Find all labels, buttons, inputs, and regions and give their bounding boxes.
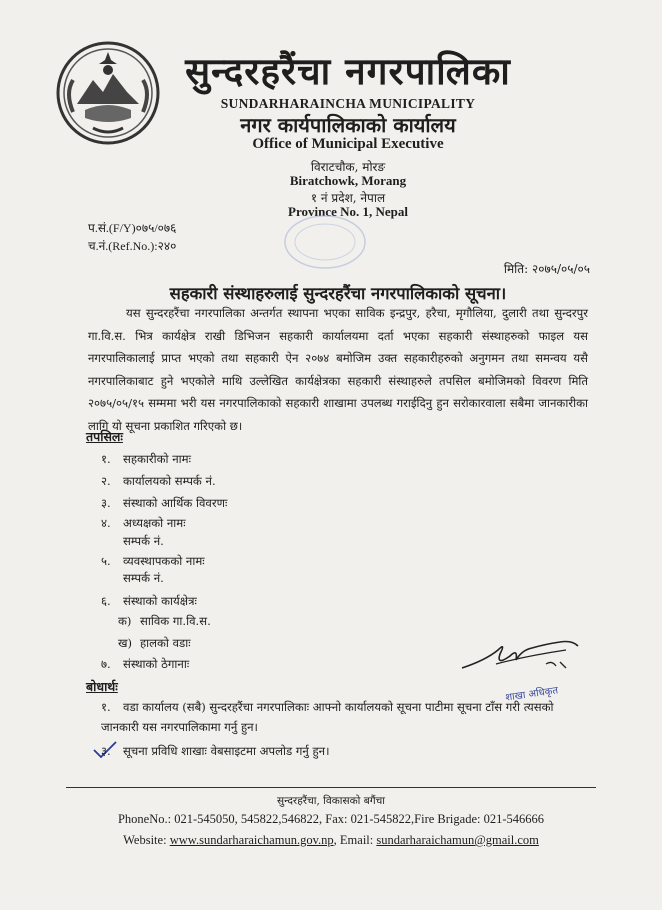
item-text: साविक गा.वि.स. xyxy=(140,614,211,628)
reference-number: च.नं.(Ref.No.):२४० xyxy=(88,239,177,253)
website-link[interactable]: www.sundarharaichamun.gov.np xyxy=(169,833,334,847)
item-number: ४. xyxy=(101,516,111,530)
item-text: संस्थाको आर्थिक विवरणः xyxy=(123,496,228,510)
email-link[interactable]: sundarharaichamun@gmail.com xyxy=(376,833,539,847)
office-stamp-icon xyxy=(280,212,370,272)
list-item xyxy=(101,554,205,569)
footer-slogan: सुन्दरहरैंचा, विकासको बगैंचा xyxy=(277,795,385,807)
item-number: ५. xyxy=(101,554,111,568)
office-name-nepali: नगर कार्यपालिकाको कार्यालय xyxy=(240,113,456,137)
municipality-name-english: SUNDARHARAINCHA MUNICIPALITY xyxy=(220,96,476,111)
footer-divider xyxy=(66,787,596,788)
province-line-nepali: १ नं प्रदेश, नेपाल xyxy=(310,191,386,205)
list-item xyxy=(101,474,216,489)
item-number: क) xyxy=(118,614,132,628)
notice-date: मिति: २०७५/०५/०५ xyxy=(503,262,590,276)
notice-title: सहकारी संस्थाहरुलाई सुन्दरहरैंचा नगरपालिकाको सूचना। xyxy=(169,284,507,303)
item-number: १. xyxy=(101,452,111,466)
item-text: सूचना प्रविधि शाखाः वेबसाइटमा अपलोड गर्नु हुन। xyxy=(123,744,330,758)
item-number: १. xyxy=(101,700,111,714)
item-text: संस्थाको कार्यक्षेत्रः xyxy=(123,594,197,608)
item-number: ३. xyxy=(101,744,111,758)
list-item xyxy=(101,741,581,761)
list-item xyxy=(101,496,227,511)
fiscal-year-ref: प.सं.(F/Y)०७५/०७६ xyxy=(88,221,177,235)
item-number: ३. xyxy=(101,496,111,510)
list-item xyxy=(101,657,189,672)
nepal-emblem-icon xyxy=(55,40,161,146)
list-item xyxy=(101,697,581,737)
item-number: ६. xyxy=(101,594,111,608)
email-label: , Email: xyxy=(333,833,377,847)
item-text: हालको वडाः xyxy=(140,636,191,650)
municipality-name-nepali: सुन्दरहरैंचा नगरपालिका xyxy=(185,49,511,93)
item-number: ख) xyxy=(118,636,133,650)
list-item xyxy=(118,636,191,651)
office-name-english: Office of Municipal Executive xyxy=(252,136,444,152)
list-item xyxy=(101,594,197,609)
footer-contact: PhoneNo.: 021-545050, 545822,546822, Fax: 021-545822,Fire Brigade: 021-546666 xyxy=(117,812,544,826)
bodharth-label: बोधार्थः xyxy=(86,679,118,694)
item-text: सहकारीको नामः xyxy=(123,452,191,466)
item-text: अध्यक्षको नामः xyxy=(123,516,186,530)
website-label: Website: xyxy=(123,833,170,847)
item-number: २. xyxy=(101,474,111,488)
item-text: कार्यालयको सम्पर्क नं. xyxy=(123,474,216,488)
footer-web xyxy=(66,833,596,848)
item-text: व्यवस्थापकको नामः xyxy=(123,554,205,568)
notice-body: यस सुन्दरहरैंचा नगरपालिका अन्तर्गत स्थापना भएका साविक इन्द्रपुर, हरैचा, मृगौलिया, दुलारी तथा सुन्दरपुर गा.वि.स. भित्र कार्यक्षेत्र राखी डिभिजन सहकारी कार्यालयमा दर्ता भएका सहकारी संस्थाहरुको फाइल यस नगरपालिकालाई प्राप्त भएको तथा सहकारी ऐन २०७४ बमोजिम उक्त सहकारीहरुको अनुगमन तथा समन्वय यसै नगरपालिकाबाट हुने भएकोले माथि उल्लेखित कार्यक्षेत्रका सहकारी संस्थाहरुले तपसिल बमोजिमको विवरण मिति २०७५/०५/१५ सम्ममा भरी यस नगरपालिकाको सहकारी शाखामा उपलब्ध गराईदिनु हुन सरोकारवाला सबैमा जानकारीका लागि यो सूचना प्रकाशित गरिएको छ। xyxy=(88,306,588,433)
address-line-english: Biratchowk, Morang xyxy=(289,173,407,188)
province-line-english: Province No. 1, Nepal xyxy=(288,204,408,219)
list-item xyxy=(118,614,211,629)
item-text: वडा कार्यालय (सबै) सुन्दरहरैंचा नगरपालिकाः आफ्नो कार्यालयको सूचना पाटीमा सूचना टाँस गरी त्यसको जानकारी यस नगरपालिकामा गर्नु हुन। xyxy=(101,700,554,734)
list-item xyxy=(101,516,186,531)
list-item xyxy=(101,452,191,467)
details-label: तपसिलः xyxy=(86,429,123,444)
item-number: ७. xyxy=(101,657,111,671)
item-subline: सम्पर्क नं. xyxy=(123,571,164,585)
item-subline: सम्पर्क नं. xyxy=(123,534,164,548)
item-text: संस्थाको ठेगानाः xyxy=(123,657,190,671)
signatory-designation: शाखा अधिकृत xyxy=(504,685,559,704)
address-line-nepali: विराटचौक, मोरङ xyxy=(310,160,386,174)
